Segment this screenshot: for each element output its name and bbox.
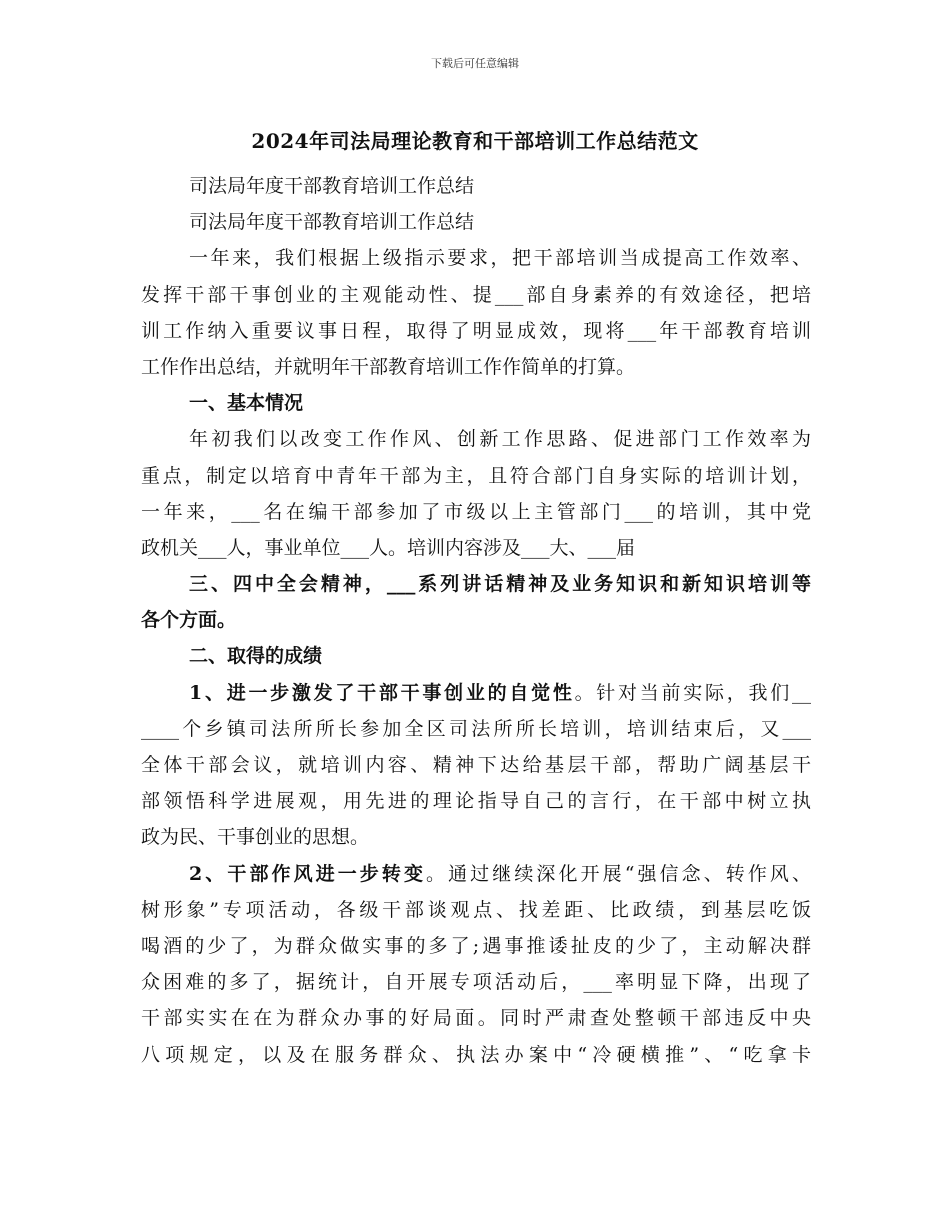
paragraph-line: 政机关___人，事业单位___人。培训内容涉及___大、___届 xyxy=(141,536,636,559)
paragraph-line xyxy=(141,675,811,711)
paragraph-line: 部领悟科学进展观，用先进的理论指导自己的言行，在干部中树立执 xyxy=(141,790,811,813)
paragraph-line: 重点，制定以培育中青年干部为主，且符合部门自身实际的培训计划， xyxy=(141,464,811,487)
paragraph-line: 工作作出总结，并就明年干部教育培训工作作简单的打算。 xyxy=(141,355,636,378)
paragraph-line: 喝酒的少了，为群众做实事的多了;遇事推诿扯皮的少了，主动解决群 xyxy=(141,934,811,957)
paragraph-line: 一年来，___名在编干部参加了市级以上主管部门___的培训，其中党 xyxy=(141,500,811,523)
subtitle-line: 司法局年度干部教育培训工作总结 xyxy=(189,211,475,234)
paragraph-line: 干部实实在在为群众办事的好局面。同时严肃查处整顿干部违反中央 xyxy=(141,1007,811,1030)
section-heading: 二、取得的成绩 xyxy=(189,645,323,668)
document-body xyxy=(141,168,811,1073)
document-title: 2024年司法局理论教育和干部培训工作总结范文 xyxy=(251,129,699,153)
point-text: 。通过继续深化开展“强信念、转作风、 xyxy=(426,862,811,885)
paragraph-line: ____个乡镇司法所所长参加全区司法所所长培训，培训结束后，又___ xyxy=(141,717,811,740)
point-heading: 2、干部作风进一步转变 xyxy=(189,862,427,885)
paragraph-line: 全体干部会议，就培训内容、精神下达给基层干部，帮助广阔基层干 xyxy=(141,754,811,776)
paragraph-line xyxy=(141,856,811,892)
paragraph-line: 年初我们以改变工作作风、创新工作思路、促进部门工作效率为 xyxy=(189,428,811,451)
point-heading: 1、进一步激发了干部干事创业的自觉性 xyxy=(189,681,575,704)
paragraph-line: 训工作纳入重要议事日程，取得了明显成效，现将___年干部教育培训 xyxy=(141,319,811,342)
paragraph-line: 一年来，我们根据上级指示要求，把干部培训当成提高工作效率、 xyxy=(189,247,811,270)
bold-paragraph-line: 各个方面。 xyxy=(141,609,237,632)
bold-paragraph-line: 三、四中全会精神，___系列讲话精神及业务知识和新知识培训等 xyxy=(189,573,811,596)
paragraph-line: 八项规定，以及在服务群众、执法办案中“冷硬横推”、“吃拿卡 xyxy=(141,1043,811,1066)
paragraph-line: 众困难的多了，据统计，自开展专项活动后，___率明显下降，出现了 xyxy=(141,971,811,994)
paragraph-line: 发挥干部干事创业的主观能动性、提___部自身素养的有效途径，把培 xyxy=(141,283,811,306)
page-header-note: 下载后可任意编辑 xyxy=(431,57,519,70)
point-text: 。针对当前实际，我们__ xyxy=(574,681,811,704)
section-heading: 一、基本情况 xyxy=(189,392,304,415)
paragraph-line: 政为民、干事创业的思想。 xyxy=(141,826,370,849)
subtitle-line: 司法局年度干部教育培训工作总结 xyxy=(189,175,475,197)
paragraph-line: 树形象”专项活动，各级干部谈观点、找差距、比政绩，到基层吃饭 xyxy=(141,898,811,921)
